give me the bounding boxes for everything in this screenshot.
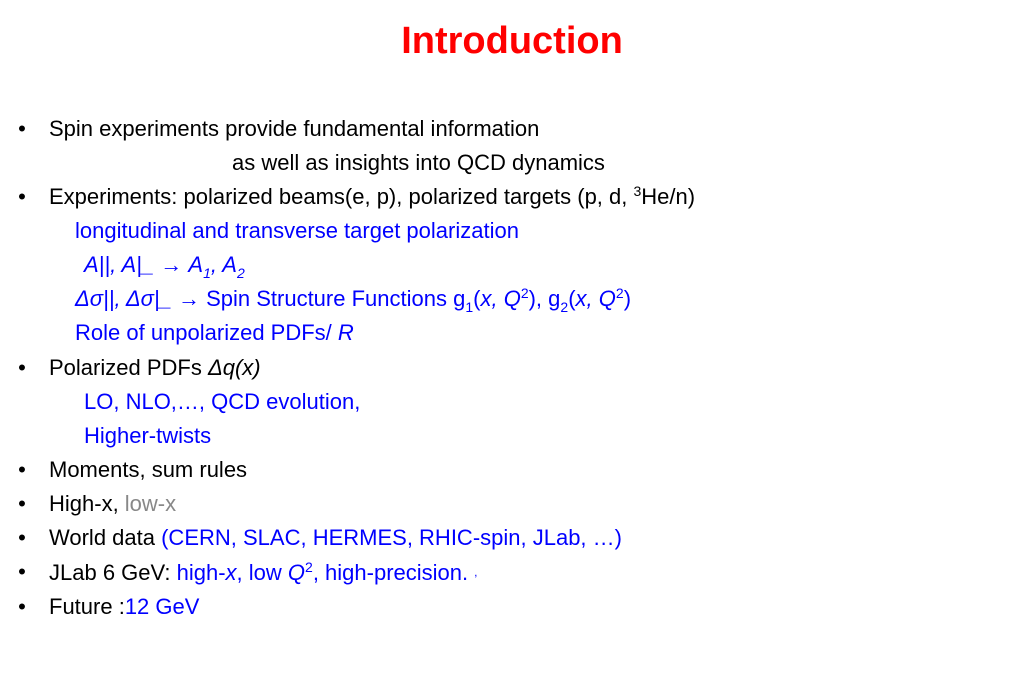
close-paren: ), (528, 286, 549, 311)
a2-symbol: A (222, 252, 237, 277)
arrow-icon: → (171, 286, 207, 311)
g2-variables: x, Q (575, 286, 616, 311)
ssf-label: Spin Structure Functions (206, 286, 454, 311)
bullet-marker: • (18, 594, 26, 619)
stray-mark: , (474, 565, 478, 579)
separator: , (210, 252, 223, 277)
low-text: , low (236, 560, 288, 585)
close-paren: ) (623, 286, 632, 311)
bullet-marker: • (18, 116, 26, 141)
arrow-icon: → (154, 252, 189, 277)
helium-superscript: 3 (633, 183, 642, 199)
world-data-label: World data (49, 525, 162, 550)
precision-text: , high-precision. (312, 560, 469, 585)
bullet-text: Moments, sum rules (49, 457, 248, 482)
bullet-text: Spin experiments provide fundamental information (49, 116, 540, 141)
open-paren: ( (473, 286, 481, 311)
bullet-marker: • (18, 559, 26, 584)
bullet-text (49, 184, 695, 210)
sub-item-structure-functions (75, 285, 632, 315)
bullet-marker: • (18, 525, 26, 550)
bullet-text (49, 559, 477, 586)
sub-item-unpolarized-pdfs (75, 320, 354, 346)
high-x-text: High-x, (49, 491, 125, 516)
g2-symbol: g (548, 286, 561, 311)
g2-subscript: 2 (560, 299, 569, 315)
sub-item-asymmetries (84, 252, 245, 281)
sub-item-polarization: longitudinal and transverse target polarization (75, 218, 519, 243)
g1-variables: x, Q (480, 286, 521, 311)
bullet-marker: • (18, 355, 26, 380)
experiments-text: Experiments: polarized beams(e, p), polarized targets (p, d, (49, 184, 634, 209)
low-x-text: low-x (124, 491, 177, 516)
sub-item-evolution: LO, NLO,…, QCD evolution, (84, 389, 361, 414)
cross-section-symbols: Δσ||, Δσ|_ (75, 286, 172, 311)
pdf-label: Polarized PDFs (49, 355, 208, 380)
r-symbol: R (337, 320, 354, 345)
q2-superscript: 2 (520, 285, 529, 301)
q2-superscript: 2 (615, 285, 624, 301)
a1-symbol: A (188, 252, 204, 277)
asymmetry-symbols: A||, A|_ (84, 252, 155, 277)
q2-superscript: 2 (305, 559, 313, 575)
labs-list: (CERN, SLAC, HERMES, RHIC-spin, JLab, …) (161, 525, 622, 550)
bullet-marker: • (18, 457, 26, 482)
helium-text: He/n) (641, 184, 696, 209)
x-symbol: x (225, 560, 237, 585)
slide-title: Introduction (401, 20, 623, 62)
bullet-text (49, 355, 261, 381)
bullet-marker: • (18, 184, 26, 209)
future-energy: 12 GeV (124, 594, 200, 619)
bullet-marker: • (18, 491, 26, 516)
open-paren: ( (568, 286, 576, 311)
future-label: Future : (49, 594, 125, 619)
bullet-text (49, 491, 176, 517)
jlab-label: JLab 6 GeV: (49, 560, 177, 585)
a2-subscript: 2 (236, 265, 245, 281)
bullet-text (49, 594, 199, 620)
bullet-text (49, 525, 622, 551)
delta-q-symbol: Δq(x) (207, 355, 261, 380)
q-symbol: Q (287, 560, 306, 585)
g1-symbol: g (453, 286, 466, 311)
a1-subscript: 1 (203, 265, 211, 281)
g1-subscript: 1 (465, 299, 474, 315)
high-text: high- (176, 560, 226, 585)
pdf-text: Role of unpolarized PDFs/ (75, 320, 338, 345)
bullet-continuation: as well as insights into QCD dynamics (232, 150, 605, 175)
sub-item-higher-twists: Higher-twists (84, 423, 212, 448)
